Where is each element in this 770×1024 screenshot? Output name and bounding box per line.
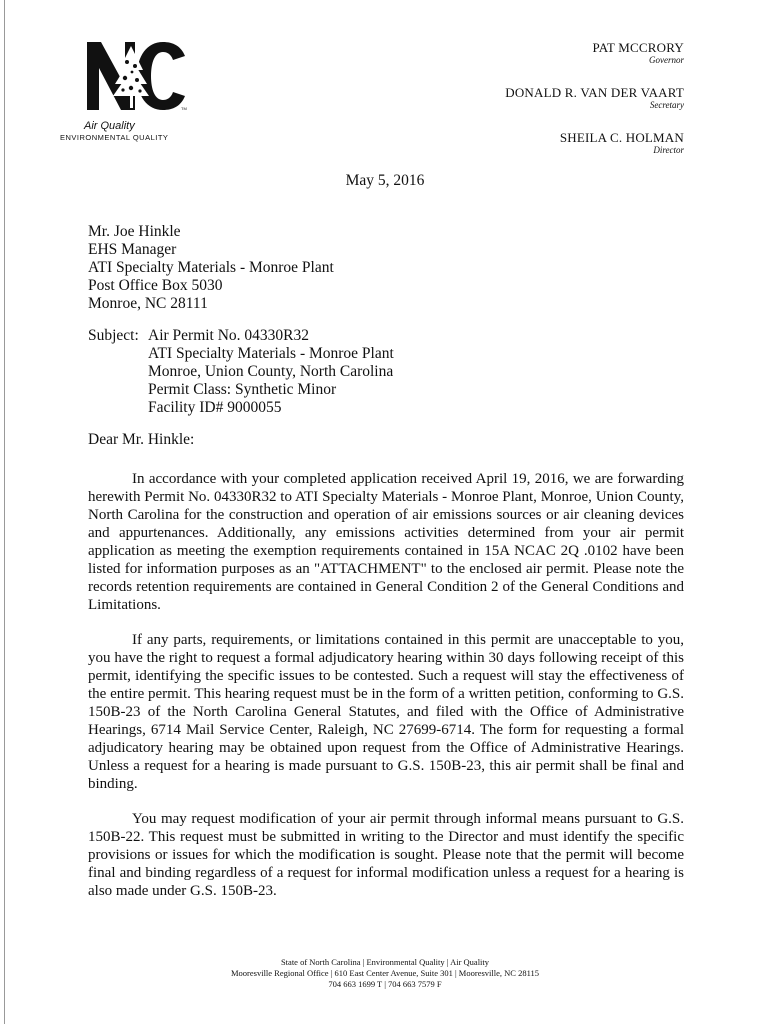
recipient-line: Mr. Joe Hinkle [88, 223, 181, 240]
subject-line: ATI Specialty Materials - Monroe Plant [148, 345, 394, 362]
official-name: DONALD R. VAN DER VAART [505, 85, 684, 100]
nc-logo [85, 40, 189, 112]
body-paragraph: If any parts, requirements, or limitations contained in this permit are unacceptable to you, you have the right to request a formal adjudicatory hearing within 30 days following receipt of this permit, identifying the specific issues to be contested. Such a request will stay the effectiveness of the entire permit. This hearing request must be in the form of a written petition, conforming to G.S. 150B-23 of the North Carolina General Statutes, and filed with the Office of Administrative Hearings, 6714 Mail Service Center, Raleigh, NC 27699-6714. The form for requesting a formal adjudicatory hearing may be obtained upon request from the Office of Administrative Hearings. Unless a request for a hearing is made pursuant to G.S. 150B-23, this air permit shall be final and binding. [88, 632, 684, 792]
official-title: Governor [649, 55, 684, 65]
footer-line: State of North Carolina | Environmental Quality | Air Quality [280, 957, 490, 967]
division-name: Air Quality [84, 120, 135, 132]
svg-text:TM: TM [181, 106, 187, 111]
official-title: Director [653, 145, 684, 155]
officials-block [505, 40, 684, 175]
letter-date: May 5, 2016 [345, 172, 425, 189]
footer-line: 704 663 1699 T | 704 663 7579 F [328, 979, 442, 989]
official-director [505, 130, 684, 155]
department-name: ENVIRONMENTAL QUALITY [60, 133, 169, 142]
recipient-line: Post Office Box 5030 [88, 277, 223, 294]
subject-label: Subject: [88, 327, 139, 344]
footer-line: Mooresville Regional Office | 610 East Center Avenue, Suite 301 | Mooresville, NC 28115 [230, 968, 539, 978]
subject-block [88, 327, 394, 417]
official-name: PAT MCCRORY [592, 40, 684, 55]
scan-edge-line [4, 0, 5, 1024]
recipient-line: ATI Specialty Materials - Monroe Plant [88, 259, 334, 276]
recipient-line: EHS Manager [88, 241, 177, 258]
recipient-line: Monroe, NC 28111 [88, 295, 208, 312]
official-name: SHEILA C. HOLMAN [559, 130, 684, 145]
official-secretary [505, 85, 684, 110]
subject-line: Air Permit No. 04330R32 [148, 327, 310, 344]
salutation: Dear Mr. Hinkle: [88, 431, 195, 448]
letter-body [88, 470, 684, 917]
subject-lines [148, 327, 394, 417]
subject-line: Facility ID# 9000055 [148, 399, 282, 416]
body-paragraph: You may request modification of your air permit through informal means pursuant to G.S. 150B-22. This request must be submitted in writing to the Director and must identify the specific provisions or issues for which the modification is sought. Please note that the permit will become final and binding regardless of a request for informal modification unless a request for a hearing is also made under G.S. 150B-23. [88, 811, 684, 899]
subject-line: Permit Class: Synthetic Minor [148, 381, 337, 398]
nc-logo-graphic [85, 40, 189, 112]
letterhead-division [60, 120, 220, 143]
subject-line: Monroe, Union County, North Carolina [148, 363, 394, 380]
body-paragraph: In accordance with your completed application received April 19, 2016, we are forwarding herewith Permit No. 04330R32 to ATI Specialty Materials - Monroe Plant, Monroe, Union County, North Carolina for the construction and operation of air emissions sources or air cleaning devices and appurtenances. Additionally, any emissions activities determined from your air permit application as meeting the exemption requirements contained in 15A NCAC 2Q .0102 have been listed for information purposes as an "ATTACHMENT" to the enclosed air permit. Please note the records retention requirements are contained in General Condition 2 of the General Conditions and Limitations. [88, 471, 684, 613]
official-governor [505, 40, 684, 65]
letter-footer [0, 957, 770, 990]
recipient-address [88, 223, 334, 313]
official-title: Secretary [649, 100, 684, 110]
